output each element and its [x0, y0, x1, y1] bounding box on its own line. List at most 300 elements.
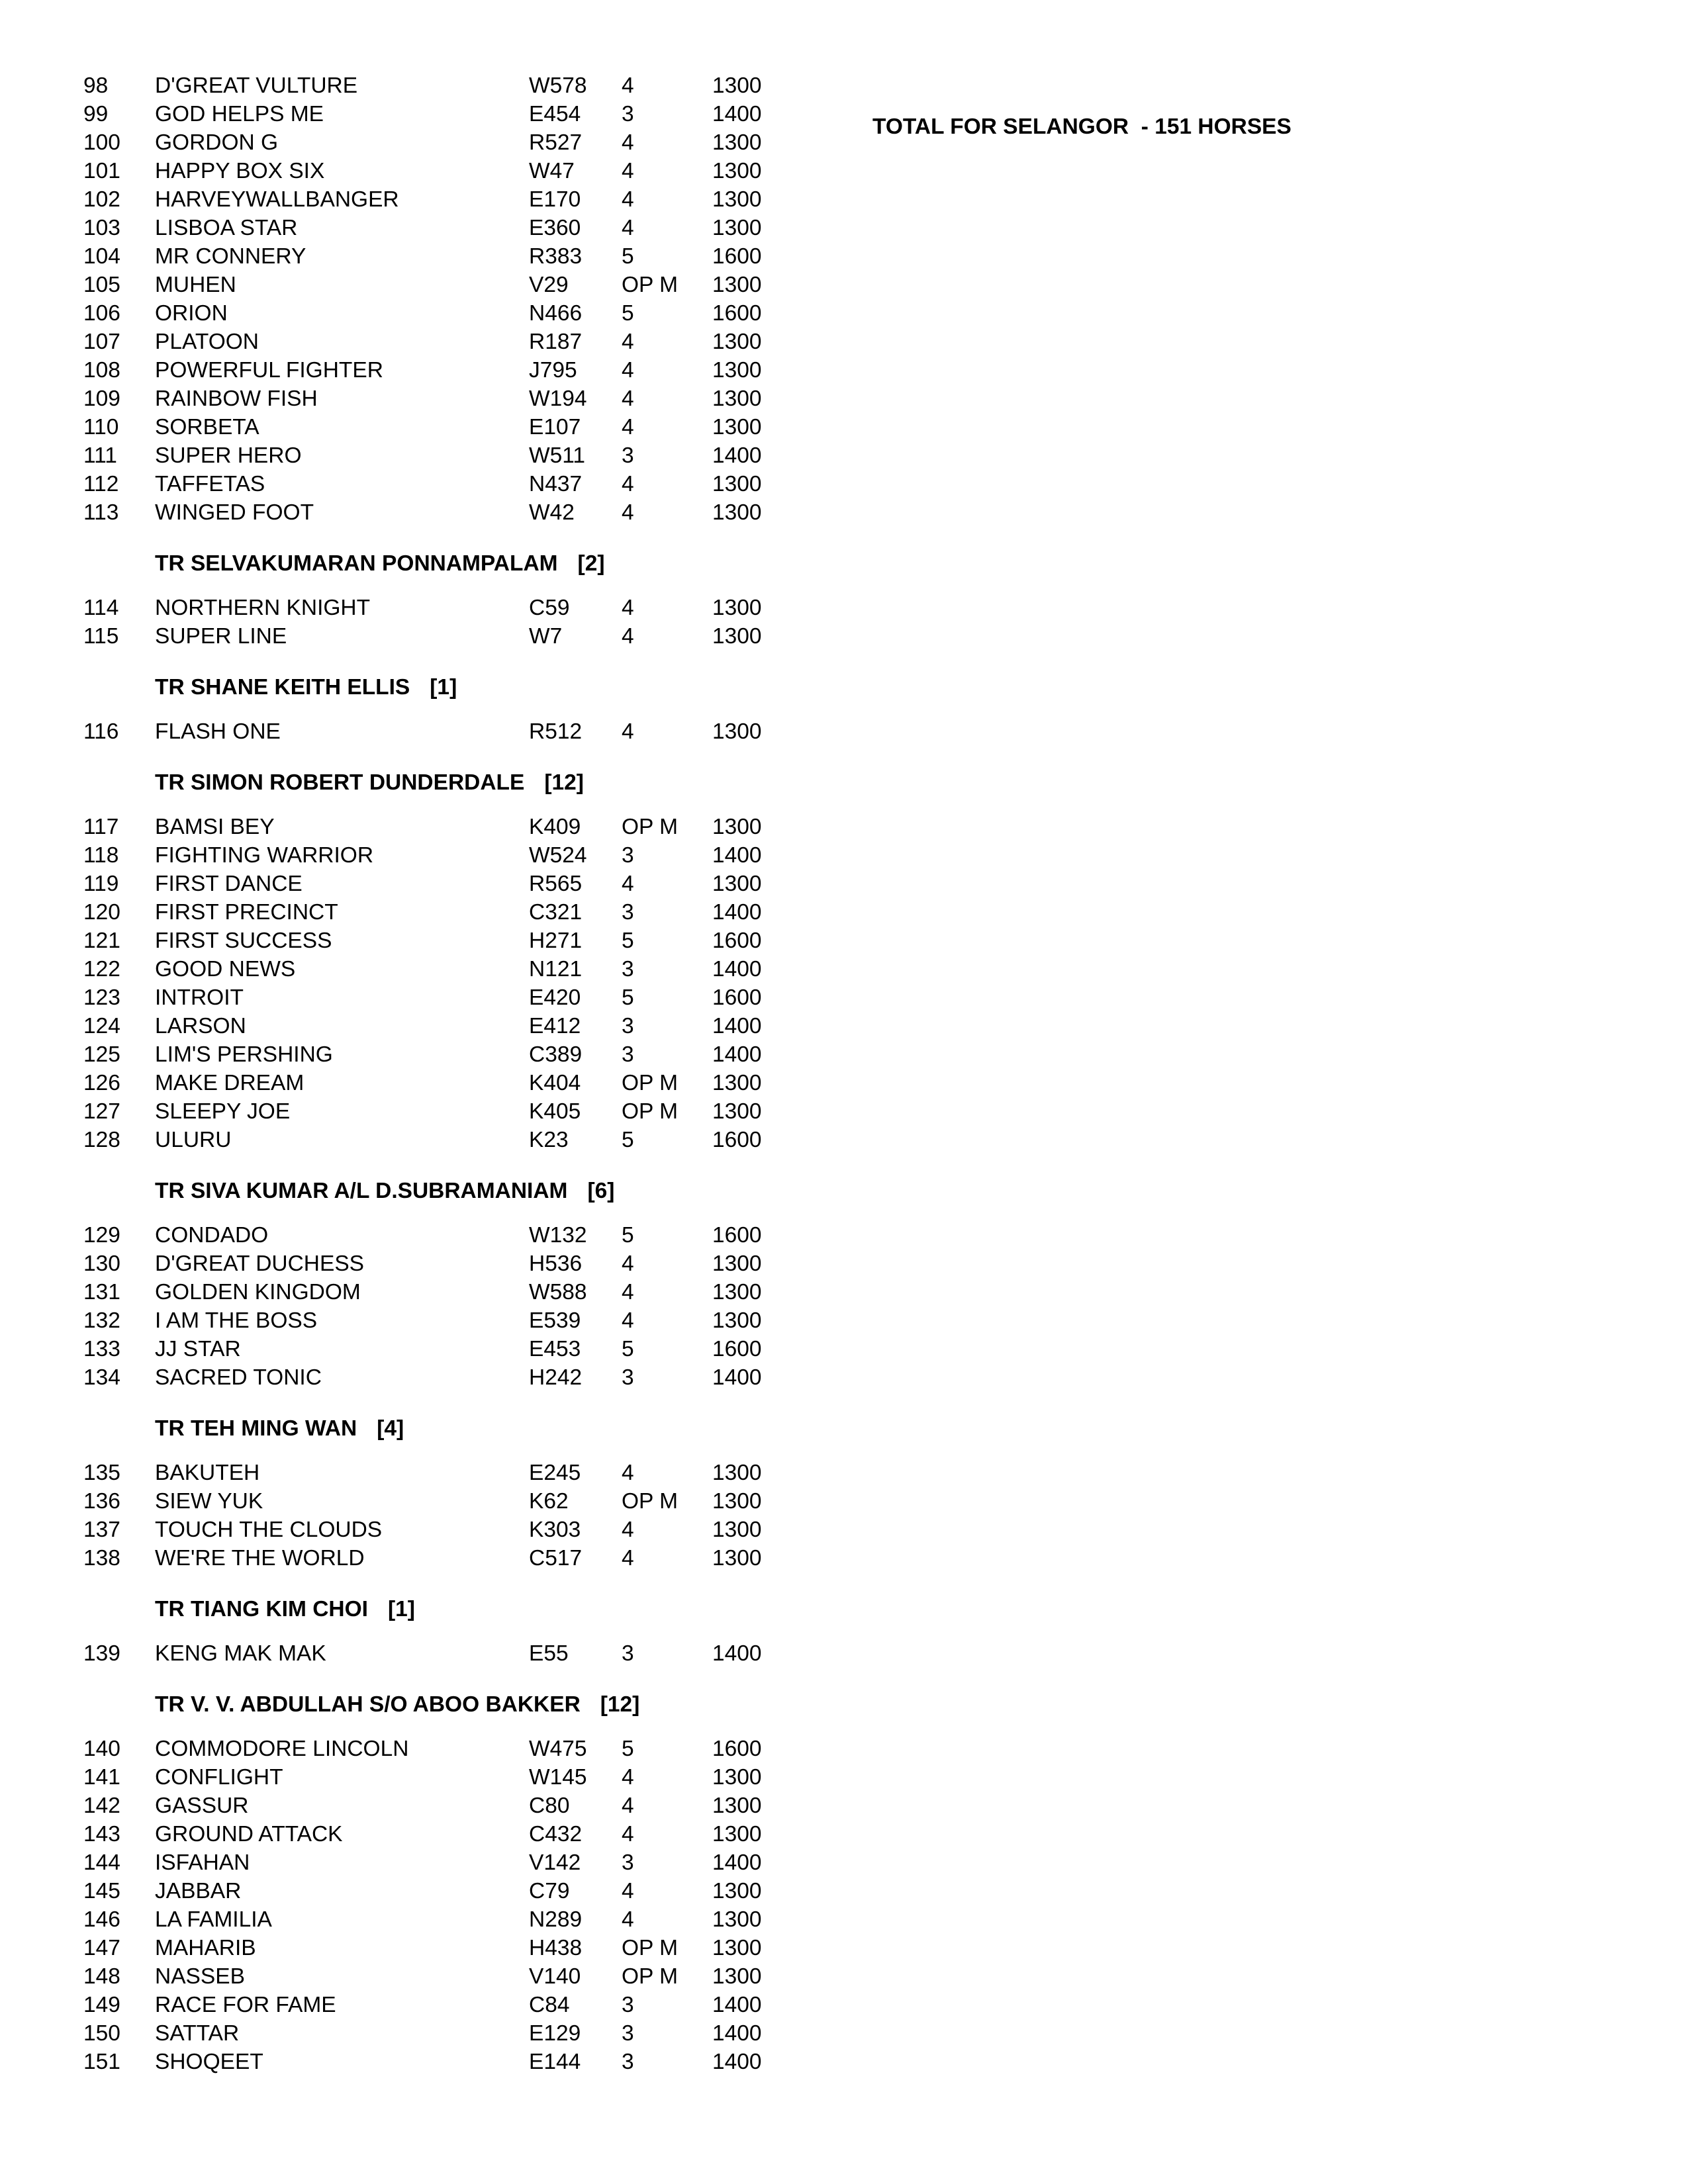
horse-number: 116: [83, 719, 119, 744]
horse-name: WE'RE THE WORLD: [155, 1546, 365, 1570]
horse-rating: 1600: [712, 301, 762, 326]
horse-name: LIM'S PERSHING: [155, 1042, 333, 1067]
horse-class: 3: [622, 957, 634, 981]
horse-code: E360: [529, 216, 581, 240]
horse-code: E55: [529, 1641, 569, 1666]
horse-name: KENG MAK MAK: [155, 1641, 326, 1666]
trainer-header: [155, 1414, 404, 1443]
horse-class: 4: [622, 1822, 634, 1846]
horse-number: 104: [83, 244, 120, 269]
trainer-name: TR SHANE KEITH ELLIS: [155, 675, 410, 700]
horse-rating: 1400: [712, 1641, 762, 1666]
horse-number: 140: [83, 1737, 120, 1761]
horse-rating: 1300: [712, 387, 762, 411]
list-item: [0, 328, 794, 357]
list-item: [0, 1335, 794, 1364]
horse-name: SUPER LINE: [155, 624, 287, 649]
horse-code: R527: [529, 130, 583, 155]
horse-number: 147: [83, 1936, 120, 1960]
horse-number: 124: [83, 1014, 120, 1038]
horse-class: 3: [622, 1014, 634, 1038]
horse-code: E453: [529, 1337, 581, 1361]
horse-number: 141: [83, 1765, 120, 1790]
horse-rating: 1300: [712, 216, 762, 240]
horse-class: 3: [622, 843, 634, 868]
list-item: [0, 1516, 794, 1545]
horse-name: SIEW YUK: [155, 1489, 263, 1514]
horse-name: LA FAMILIA: [155, 1907, 272, 1932]
horse-rating: 1300: [712, 73, 762, 98]
horse-code: V29: [529, 273, 569, 297]
horse-class: 3: [622, 1850, 634, 1875]
horse-name: HAPPY BOX SIX: [155, 159, 325, 183]
horse-number: 143: [83, 1822, 120, 1846]
horse-rating: 1300: [712, 1099, 762, 1124]
horse-code: K405: [529, 1099, 581, 1124]
horse-name: MAHARIB: [155, 1936, 256, 1960]
list-item: [0, 71, 794, 101]
list-item: [0, 299, 794, 328]
horse-class: 4: [622, 472, 634, 496]
list-item: [0, 1905, 794, 1934]
horse-code: C321: [529, 900, 583, 925]
list-item: [0, 1544, 794, 1573]
horse-number: 117: [83, 815, 119, 839]
list-item: [0, 385, 794, 414]
horse-rating: 1600: [712, 244, 762, 269]
trainer-horse-count: [12]: [600, 1692, 640, 1717]
horse-rating: 1300: [712, 1251, 762, 1276]
horse-number: 109: [83, 387, 120, 411]
horse-rating: 1600: [712, 1223, 762, 1248]
list-item: [0, 1735, 794, 1764]
list-item: [0, 1792, 794, 1821]
horse-number: 115: [83, 624, 119, 649]
horse-code: V142: [529, 1850, 581, 1875]
list-item: [0, 157, 794, 186]
horse-rating: 1300: [712, 872, 762, 896]
horse-class: 4: [622, 1765, 634, 1790]
horse-code: E245: [529, 1461, 581, 1485]
horse-class: 4: [622, 624, 634, 649]
horse-name: FIRST PRECINCT: [155, 900, 338, 925]
horse-rating: 1400: [712, 2021, 762, 2046]
trainer-header: [155, 549, 605, 578]
horse-number: 120: [83, 900, 120, 925]
horse-class: 5: [622, 1223, 634, 1248]
trainer-horse-count: [2]: [577, 551, 605, 576]
list-item: [0, 470, 794, 499]
horse-number: 134: [83, 1365, 120, 1390]
trainer-horse-count: [6]: [587, 1179, 615, 1203]
horse-number: 146: [83, 1907, 120, 1932]
horse-code: K303: [529, 1518, 581, 1542]
horse-class: 4: [622, 1794, 634, 1818]
horse-number: 122: [83, 957, 120, 981]
horse-number: 148: [83, 1964, 120, 1989]
horse-name: BAMSI BEY: [155, 815, 275, 839]
horse-name: JABBAR: [155, 1879, 242, 1903]
list-item: [0, 1012, 794, 1041]
trainer-horse-count: [1]: [387, 1597, 415, 1621]
horse-code: K23: [529, 1128, 569, 1152]
trainer-name: TR SELVAKUMARAN PONNAMPALAM: [155, 551, 558, 576]
horse-rating: 1300: [712, 815, 762, 839]
horse-code: W578: [529, 73, 587, 98]
horse-number: 136: [83, 1489, 120, 1514]
horse-number: 107: [83, 330, 120, 354]
horse-name: CONDADO: [155, 1223, 269, 1248]
horse-number: 105: [83, 273, 120, 297]
horse-class: 4: [622, 1461, 634, 1485]
horse-code: K62: [529, 1489, 569, 1514]
horse-code: H242: [529, 1365, 583, 1390]
horse-number: 98: [83, 73, 109, 98]
horse-class: OP M: [622, 1964, 679, 1989]
horse-name: CONFLIGHT: [155, 1765, 283, 1790]
horse-class: 4: [622, 1308, 634, 1333]
horse-rating: 1300: [712, 1794, 762, 1818]
horse-name: GASSUR: [155, 1794, 249, 1818]
horse-number: 144: [83, 1850, 120, 1875]
horse-class: OP M: [622, 273, 679, 297]
list-item: [0, 1306, 794, 1336]
horse-rating: 1600: [712, 985, 762, 1010]
horse-class: 4: [622, 216, 634, 240]
horse-code: R383: [529, 244, 583, 269]
horse-name: COMMODORE LINCOLN: [155, 1737, 409, 1761]
list-item: [0, 1221, 794, 1250]
horse-class: 4: [622, 719, 634, 744]
horse-name: SORBETA: [155, 415, 259, 439]
horse-class: 4: [622, 1879, 634, 1903]
horse-rating: 1600: [712, 1337, 762, 1361]
horse-rating: 1300: [712, 1461, 762, 1485]
horse-rating: 1300: [712, 130, 762, 155]
horse-class: 3: [622, 1993, 634, 2017]
horse-name: SACRED TONIC: [155, 1365, 322, 1390]
horse-number: 131: [83, 1280, 120, 1304]
horse-name: HARVEYWALLBANGER: [155, 187, 399, 212]
horse-code: K404: [529, 1071, 581, 1095]
horse-name: ULURU: [155, 1128, 232, 1152]
horse-code: W132: [529, 1223, 587, 1248]
horse-code: E539: [529, 1308, 581, 1333]
horse-class: 3: [622, 102, 634, 126]
horse-number: 113: [83, 500, 119, 525]
horse-code: H438: [529, 1936, 583, 1960]
horse-name: ORION: [155, 301, 228, 326]
list-item: [0, 1763, 794, 1792]
horse-number: 137: [83, 1518, 120, 1542]
horse-class: 5: [622, 301, 634, 326]
horse-rating: 1600: [712, 1128, 762, 1152]
horse-code: N437: [529, 472, 583, 496]
horse-number: 111: [83, 443, 117, 468]
list-item: [0, 1962, 794, 1991]
list-item: [0, 1934, 794, 1963]
list-item: [0, 1126, 794, 1155]
horse-code: N121: [529, 957, 583, 981]
horse-code: N289: [529, 1907, 583, 1932]
list-item: [0, 128, 794, 158]
horse-class: 4: [622, 1280, 634, 1304]
horse-code: W475: [529, 1737, 587, 1761]
horse-number: 102: [83, 187, 120, 212]
horse-rating: 1300: [712, 415, 762, 439]
horse-class: 3: [622, 443, 634, 468]
horse-rating: 1300: [712, 472, 762, 496]
horse-number: 100: [83, 130, 120, 155]
horse-code: C80: [529, 1794, 570, 1818]
horse-code: K409: [529, 815, 581, 839]
horse-code: W524: [529, 843, 587, 868]
horse-rating: 1300: [712, 187, 762, 212]
list-item: [0, 594, 794, 623]
list-item: [0, 1040, 794, 1069]
list-item: [0, 1278, 794, 1307]
horse-name: D'GREAT DUCHESS: [155, 1251, 365, 1276]
horse-code: W145: [529, 1765, 587, 1790]
horse-number: 145: [83, 1879, 120, 1903]
list-item: [0, 1820, 794, 1849]
horse-class: 5: [622, 929, 634, 953]
trainer-header: [155, 768, 584, 797]
list-item: [0, 927, 794, 956]
horse-number: 135: [83, 1461, 120, 1485]
horse-rating: 1300: [712, 1879, 762, 1903]
horse-code: W511: [529, 443, 586, 468]
horse-class: 4: [622, 387, 634, 411]
horse-code: R512: [529, 719, 583, 744]
horse-code: W42: [529, 500, 575, 525]
horse-rating: 1400: [712, 900, 762, 925]
horse-code: R187: [529, 330, 583, 354]
horse-code: V140: [529, 1964, 581, 1989]
horse-rating: 1300: [712, 1907, 762, 1932]
list-item: [0, 813, 794, 842]
horse-number: 110: [83, 415, 119, 439]
horse-class: 3: [622, 2021, 634, 2046]
horse-rating: 1400: [712, 1993, 762, 2017]
horse-code: C389: [529, 1042, 583, 1067]
list-item: [0, 441, 794, 471]
horse-class: OP M: [622, 1936, 679, 1960]
horse-rating: 1300: [712, 159, 762, 183]
horse-name: SUPER HERO: [155, 443, 302, 468]
horse-number: 108: [83, 358, 120, 383]
horse-class: 3: [622, 2050, 634, 2074]
horse-rating: 1600: [712, 1737, 762, 1761]
horse-number: 133: [83, 1337, 120, 1361]
horse-name: TOUCH THE CLOUDS: [155, 1518, 383, 1542]
horse-rating: 1400: [712, 2050, 762, 2074]
list-item: [0, 356, 794, 385]
horse-rating: 1300: [712, 1822, 762, 1846]
trainer-name: TR SIVA KUMAR A/L D.SUBRAMANIAM: [155, 1179, 568, 1203]
horse-code: W47: [529, 159, 575, 183]
total-horses-summary: TOTAL FOR SELANGOR - 151 HORSES: [872, 114, 1291, 139]
list-item: [0, 622, 794, 651]
horse-code: E412: [529, 1014, 581, 1038]
horse-class: 5: [622, 244, 634, 269]
horse-code: J795: [529, 358, 577, 383]
horse-number: 126: [83, 1071, 120, 1095]
horse-number: 121: [83, 929, 120, 953]
list-item: [0, 1459, 794, 1488]
horse-code: E129: [529, 2021, 581, 2046]
horse-code: E144: [529, 2050, 581, 2074]
horse-number: 125: [83, 1042, 120, 1067]
horse-name: RACE FOR FAME: [155, 1993, 336, 2017]
horse-number: 127: [83, 1099, 120, 1124]
horse-code: N466: [529, 301, 583, 326]
list-item: [0, 983, 794, 1013]
horse-class: 4: [622, 1546, 634, 1570]
list-item: [0, 898, 794, 927]
horse-class: 4: [622, 872, 634, 896]
horse-code: C59: [529, 596, 570, 620]
horse-class: 4: [622, 1251, 634, 1276]
list-item: [0, 1487, 794, 1516]
horse-rating: 1400: [712, 843, 762, 868]
horse-name: NASSEB: [155, 1964, 245, 1989]
horse-number: 99: [83, 102, 109, 126]
list-item: [0, 1991, 794, 2020]
horse-class: 4: [622, 500, 634, 525]
horse-rating: 1300: [712, 1308, 762, 1333]
list-item: [0, 717, 794, 747]
trainer-header: [155, 1595, 415, 1624]
horse-code: C84: [529, 1993, 570, 2017]
horse-rating: 1300: [712, 358, 762, 383]
horse-rating: 1300: [712, 719, 762, 744]
horse-rating: 1300: [712, 1489, 762, 1514]
horse-rating: 1600: [712, 929, 762, 953]
list-item: [0, 214, 794, 243]
horse-rating: 1300: [712, 1071, 762, 1095]
horse-class: 5: [622, 985, 634, 1010]
horse-code: R565: [529, 872, 583, 896]
horse-rating: 1400: [712, 1042, 762, 1067]
horse-code: E170: [529, 187, 581, 212]
horse-code: W588: [529, 1280, 587, 1304]
horse-rating: 1400: [712, 443, 762, 468]
horse-code: C517: [529, 1546, 583, 1570]
horse-name: SHOQEET: [155, 2050, 263, 2074]
trainer-name: TR SIMON ROBERT DUNDERDALE: [155, 770, 525, 795]
list-item: [0, 870, 794, 899]
list-item: [0, 1363, 794, 1392]
list-item: [0, 498, 794, 527]
horse-rating: 1400: [712, 1850, 762, 1875]
horse-number: 132: [83, 1308, 120, 1333]
list-item: [0, 242, 794, 271]
list-item: [0, 271, 794, 300]
horse-code: E454: [529, 102, 581, 126]
trainer-name: TR V. V. ABDULLAH S/O ABOO BAKKER: [155, 1692, 581, 1717]
horse-class: 4: [622, 415, 634, 439]
horse-name: NORTHERN KNIGHT: [155, 596, 371, 620]
horse-number: 151: [83, 2050, 120, 2074]
trainer-header: [155, 1690, 639, 1719]
horse-class: 4: [622, 73, 634, 98]
horse-number: 112: [83, 472, 119, 496]
horse-number: 119: [83, 872, 119, 896]
horse-name: PLATOON: [155, 330, 259, 354]
horse-name: MAKE DREAM: [155, 1071, 305, 1095]
horse-class: OP M: [622, 1071, 679, 1095]
horse-number: 130: [83, 1251, 120, 1276]
horse-name: JJ STAR: [155, 1337, 241, 1361]
horse-name: FIRST SUCCESS: [155, 929, 332, 953]
horse-class: 3: [622, 1042, 634, 1067]
horse-name: MR CONNERY: [155, 244, 306, 269]
horse-rating: 1300: [712, 1518, 762, 1542]
horse-name: I AM THE BOSS: [155, 1308, 318, 1333]
horse-name: FIGHTING WARRIOR: [155, 843, 374, 868]
horse-number: 138: [83, 1546, 120, 1570]
list-item: [0, 1069, 794, 1098]
list-item: [0, 955, 794, 984]
horse-code: H536: [529, 1251, 583, 1276]
horse-rating: 1300: [712, 1936, 762, 1960]
horse-rating: 1400: [712, 1365, 762, 1390]
list-item: [0, 1848, 794, 1878]
horse-name: D'GREAT VULTURE: [155, 73, 358, 98]
horse-rating: 1300: [712, 1765, 762, 1790]
list-item: [0, 2048, 794, 2077]
horse-name: INTROIT: [155, 985, 244, 1010]
horse-number: 149: [83, 1993, 120, 2017]
horse-number: 142: [83, 1794, 120, 1818]
horse-code: E420: [529, 985, 581, 1010]
list-item: [0, 413, 794, 442]
horse-number: 139: [83, 1641, 120, 1666]
horse-class: 4: [622, 596, 634, 620]
horse-number: 101: [83, 159, 120, 183]
horse-name: LARSON: [155, 1014, 246, 1038]
horse-class: 4: [622, 187, 634, 212]
horse-name: MUHEN: [155, 273, 236, 297]
horse-class: 4: [622, 1518, 634, 1542]
list-item: [0, 1877, 794, 1906]
horse-name: GOD HELPS ME: [155, 102, 324, 126]
horse-rating: 1300: [712, 1546, 762, 1570]
trainer-name: TR TEH MING WAN: [155, 1416, 357, 1441]
horse-class: 4: [622, 130, 634, 155]
list-item: [0, 2019, 794, 2048]
trainer-name: TR TIANG KIM CHOI: [155, 1597, 368, 1621]
horse-rating: 1400: [712, 957, 762, 981]
horse-class: 4: [622, 1907, 634, 1932]
horse-class: OP M: [622, 1099, 679, 1124]
horse-name: SATTAR: [155, 2021, 240, 2046]
horse-name: FLASH ONE: [155, 719, 281, 744]
horse-class: 5: [622, 1128, 634, 1152]
trainer-horse-count: [1]: [430, 675, 457, 700]
horse-rating: 1300: [712, 273, 762, 297]
horse-rating: 1300: [712, 330, 762, 354]
horse-code: H271: [529, 929, 583, 953]
horse-class: 3: [622, 900, 634, 925]
horse-code: C432: [529, 1822, 583, 1846]
horse-name: POWERFUL FIGHTER: [155, 358, 383, 383]
horse-name: RAINBOW FISH: [155, 387, 318, 411]
horse-class: OP M: [622, 815, 679, 839]
horse-number: 103: [83, 216, 120, 240]
list-item: [0, 1250, 794, 1279]
